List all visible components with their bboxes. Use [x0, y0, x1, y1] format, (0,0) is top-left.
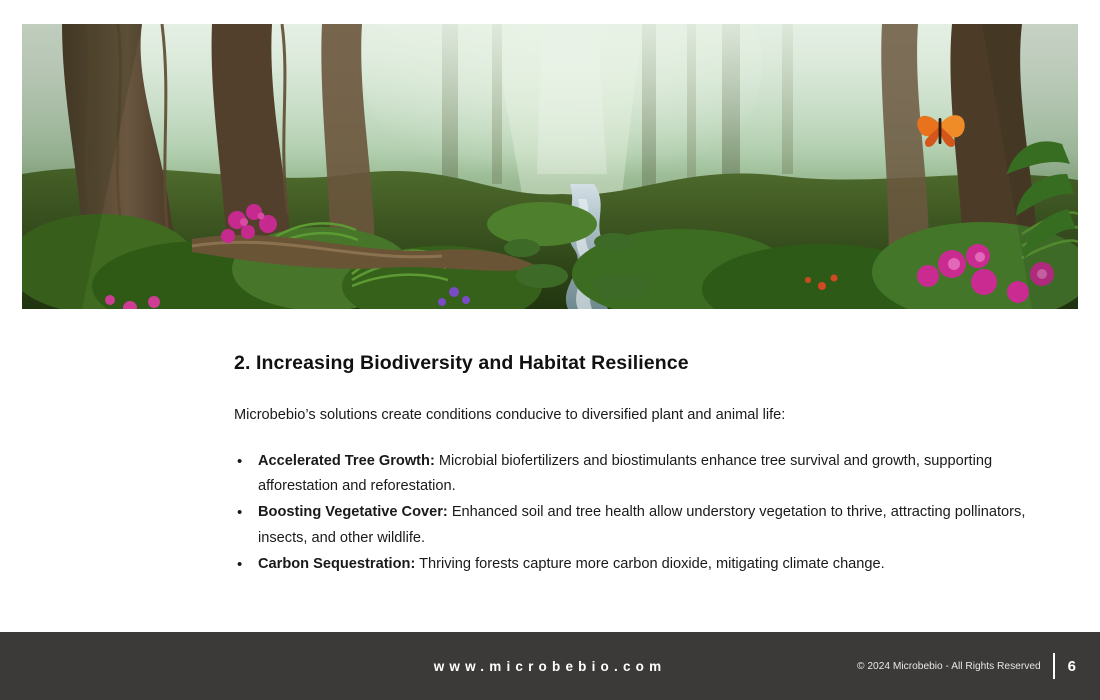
list-item-term: Accelerated Tree Growth:	[258, 453, 435, 469]
footer-right-group	[857, 653, 1078, 679]
hero-image	[22, 24, 1078, 309]
slide-body	[234, 352, 1064, 578]
bullet-list	[234, 449, 1064, 577]
page-title: 2. Increasing Biodiversity and Habitat Resilience	[234, 352, 689, 374]
list-item-term: Boosting Vegetative Cover:	[258, 504, 448, 521]
list-item	[234, 552, 1064, 577]
bullet-marker: •	[237, 453, 243, 470]
bullet-marker: •	[237, 504, 243, 522]
list-item-text: Thriving forests capture more carbon dioxide, mitigating climate change.	[415, 555, 885, 572]
website-url[interactable]: www.microbebio.com	[433, 658, 667, 674]
footer-bar	[0, 632, 1100, 700]
list-item-text: Microbial biofertilizers and biostimulants enhance tree survival and growth, supporting afforestation and reforestation.	[258, 453, 993, 495]
bullet-marker: •	[237, 555, 243, 573]
list-item-text: Enhanced soil and tree health allow understory vegetation to thrive, attracting pollinators, insects, and other wildlife.	[258, 504, 1026, 546]
rainforest-illustration	[22, 24, 1078, 309]
intro-paragraph: Microbebio’s solutions create conditions conducive to diversified plant and animal life:	[234, 407, 786, 423]
list-item-term: Carbon Sequestration:	[258, 555, 416, 572]
list-item	[234, 500, 1064, 550]
page-number: 6	[1067, 657, 1076, 675]
list-item	[234, 449, 1064, 499]
copyright-text: © 2024 Microbebio - All Rights Reserved	[857, 660, 1041, 672]
